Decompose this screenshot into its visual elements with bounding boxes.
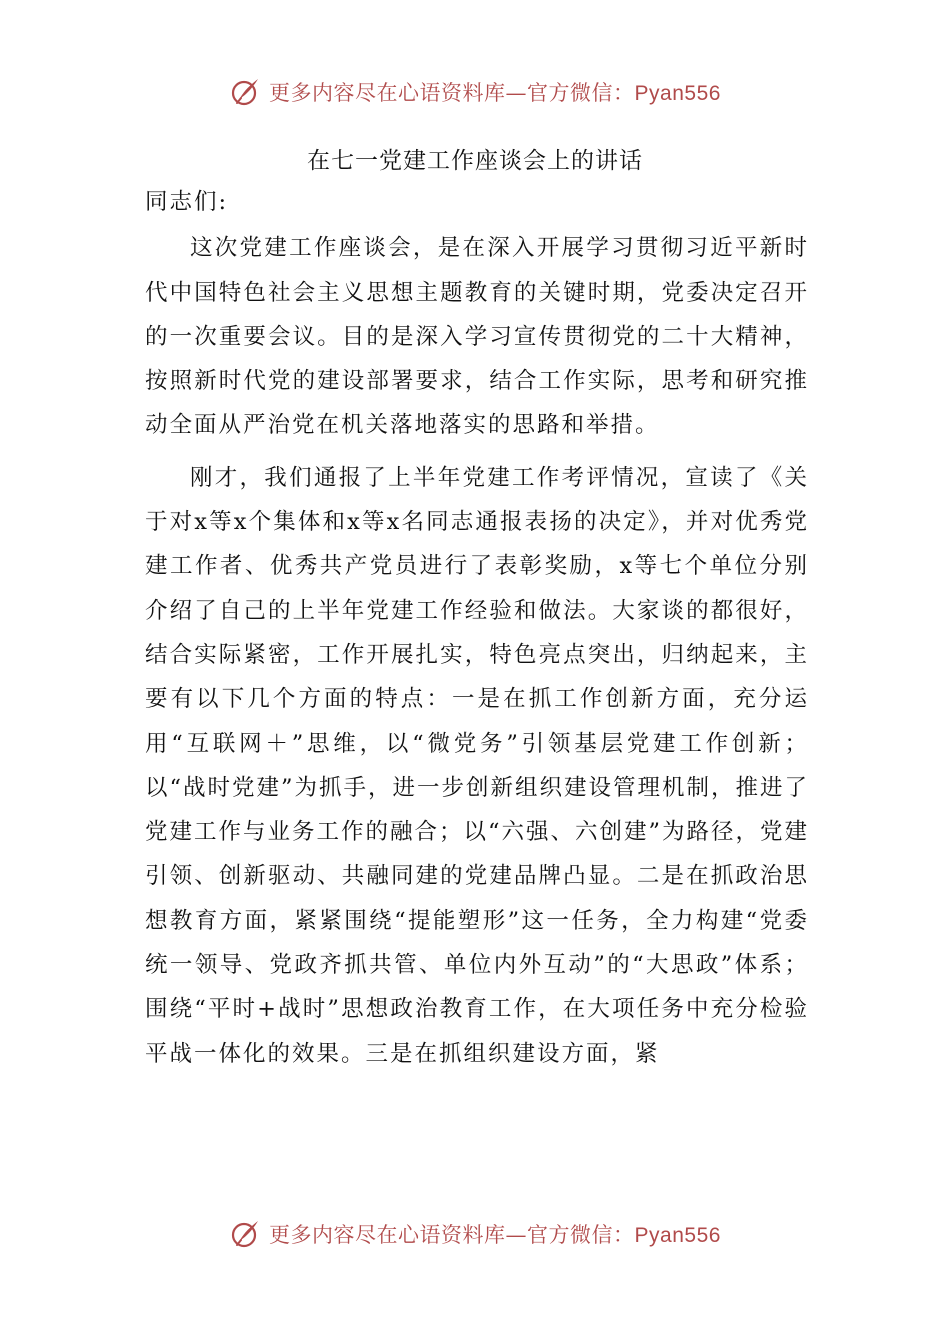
quill-pen-logo-icon <box>229 76 261 108</box>
quill-pen-logo-icon <box>229 1218 261 1250</box>
banner-wechat-id: Pyan556 <box>634 1224 721 1247</box>
banner-text <box>269 77 721 107</box>
banner-label: 更多内容尽在心语资料库—官方微信： <box>269 1223 635 1247</box>
header-watermark-banner <box>0 72 950 112</box>
paragraph-2: 刚才，我们通报了上半年党建工作考评情况，宣读了《关于对x等x个集体和x等x名同志通报表扬的决定》，并对优秀党建工作者、优秀共产党员进行了表彰奖励，x等七个单位分别介绍了自己的上半年党建工作经验和做法。大家谈的都很好，结合实际紧密，工作开展扎实，特色亮点突出，归纳起来，主要有以下几个方面的特点：一是在抓工作创新方面，充分运用“互联网＋”思维，以“微党务”引领基层党建工作创新；以“战时党建”为抓手，进一步创新组织建设管理机制，推进了党建工作与业务工作的融合；以“六强、六创建”为路径，党建引领、创新驱动、共融同建的党建品牌凸显。二是在抓政治思想教育方面，紧紧围绕“提能塑形”这一任务，全力构建“党委统一领导、党政齐抓共管、单位内外互动”的“大思政”体系；围绕“平时+战时”思想政治教育工作，在大项任务中充分检验平战一体化的效果。三是在抓组织建设方面，紧 <box>145 464 810 1067</box>
banner-wechat-id: Pyan556 <box>634 82 721 105</box>
footer-watermark-banner <box>0 1214 950 1254</box>
paragraph-1: 这次党建工作座谈会，是在深入开展学习贯彻习近平新时代中国特色社会主义思想主题教育的关键时期，党委决定召开的一次重要会议。目的是深入学习宣传贯彻党的二十大精神，按照新时代党的建设部署要求，结合工作实际，思考和研究推动全面从严治党在机关落地落实的思路和举措。 <box>145 235 809 439</box>
banner-label: 更多内容尽在心语资料库—官方微信： <box>269 81 635 105</box>
document-body <box>145 180 809 1084</box>
document-title: 在七一党建工作座谈会上的讲话 <box>307 148 643 174</box>
banner-text <box>269 1219 721 1249</box>
salutation: 同志们: <box>145 189 229 215</box>
